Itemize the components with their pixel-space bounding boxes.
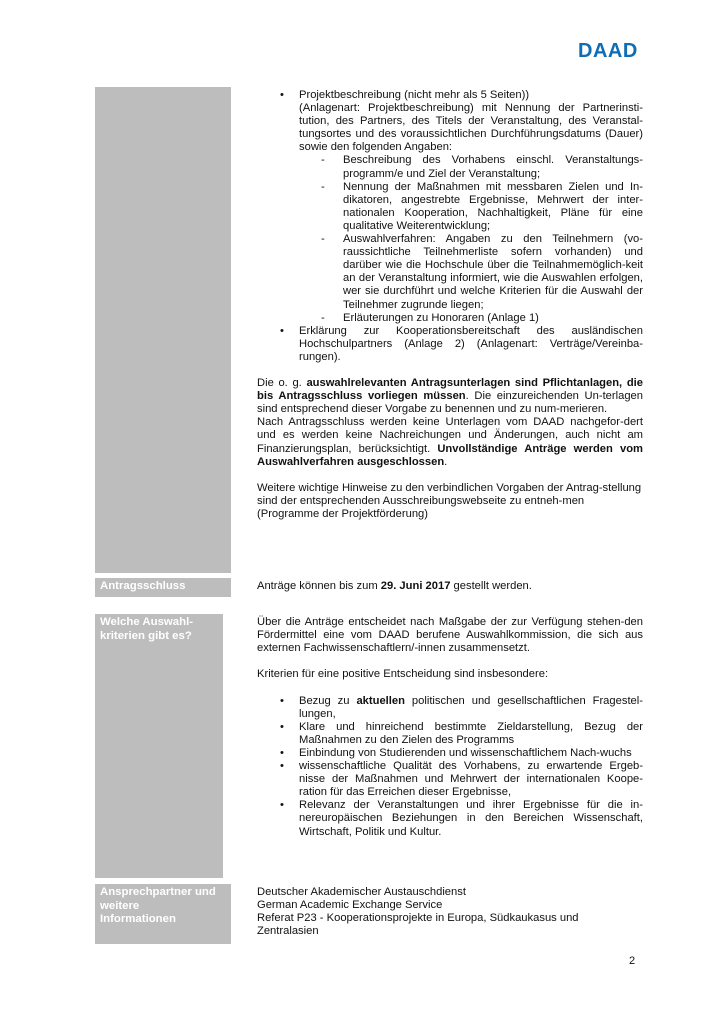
section-contact <box>257 886 643 938</box>
contact-line: German Academic Exchange Service <box>257 899 443 912</box>
list-item <box>257 312 643 325</box>
text-run: . Die einzureichenden Un-terlagen sind entsprechend dieser Vorgabe zu benennen und zu num-merieren. <box>257 390 643 416</box>
section-criteria <box>257 616 643 839</box>
bullet-icon: • <box>280 89 284 101</box>
bold-text: auswahlrelevanten Antragsunterlagen sind Pflichtanlagen, die bis Antragsschluss vorliegen müssen <box>257 377 643 403</box>
dash-icon: - <box>321 180 325 193</box>
list-item <box>257 233 643 312</box>
bold-text: Unvollständige Anträge werden vom Auswahlverfahren ausgeschlossen <box>257 442 643 468</box>
section-label: Antragsschluss <box>100 580 186 592</box>
section-label: Ansprechpartner und <box>100 886 216 898</box>
contact-line: Deutscher Akademischer Austauschdienst <box>257 886 466 898</box>
text-run: politischen und gesellschaftlichen Fragestel-lungen, <box>299 694 643 720</box>
list-item-text: Klare und hinreichend bestimmte Zieldarstellung, Bezug der Maßnahmen zu den Zielen des Programms <box>299 720 643 746</box>
list-item-text: Relevanz der Veranstaltungen und ihrer Ergebnisse für die in-nereuropäischen Beziehungen in den Bereichen Wissenschaft, Wirtschaft, Politik und Kultur. <box>299 799 643 838</box>
list-item-text: Einbindung von Studierenden und wissenschaftlichem Nach-wuchs <box>299 746 632 759</box>
sidebar-label-antragsschluss <box>95 578 231 597</box>
bold-text: aktuellen <box>356 694 405 707</box>
list-item <box>257 760 643 799</box>
list-item <box>257 747 643 760</box>
list-item-text: Erläuterungen zu Honoraren (Anlage 1) <box>343 311 539 324</box>
list-item-text: (Anlagenart: Projektbeschreibung) mit Nennung der Partnerinsti-tution, des Partners, des Titels der Veranstaltung, des Veranstal-tungsortes und des voraussichtlichen Durchführungsdatums (Dauer) sowie den folgenden Angaben: <box>299 102 643 154</box>
sidebar-block-applicant-docs <box>95 87 231 573</box>
sidebar-label-ansprechpartner <box>95 884 231 944</box>
list-item-title: Projektbeschreibung (nicht mehr als 5 Seiten)) <box>299 89 530 101</box>
section-label: Informationen <box>100 913 176 925</box>
paragraph: Kriterien für eine positive Entscheidung sind insbesondere: <box>257 668 549 681</box>
dash-icon: - <box>321 311 325 324</box>
list-item-text: Auswahlverfahren: Angaben zu den Teilnehmern (vo-raussichtliche Teilnehmerliste sofern vorhanden) und darüber wie die Hochschule über die Teilnahmemöglich-keit an der Veranstaltung informiert, wie die Auswahlen erfolgen, wer sie durchführt und welche Kriterien für die Auswahl der Teilnehmer zugrunde liegen; <box>343 233 643 311</box>
list-item <box>257 154 643 180</box>
section-application-documents <box>257 89 643 521</box>
list-item-text: Nennung der Maßnahmen mit messbaren Zielen und In-dikatoren, angestrebte Ergebnisse, Mehrwert der inter-nationalen Kooperation, Nachhaltigkeit, Pläne für eine qualitative Weiterentwicklung; <box>343 180 643 232</box>
dash-icon: - <box>321 154 325 167</box>
text-run: Nach Antragsschluss werden keine Unterlagen vom DAAD nachgefor-dert und es werden keine Nachreichungen und Änderungen, auch nicht am Finanzierungsplan, berücksichtigt. <box>257 416 643 455</box>
sidebar-label-kriterien <box>95 614 223 878</box>
dash-icon: - <box>321 233 325 246</box>
section-deadline <box>257 580 643 593</box>
list-item <box>257 721 643 747</box>
contact-line: Referat P23 - Kooperationsprojekte in Europa, Südkaukasus und Zentralasien <box>257 912 579 938</box>
list-item <box>257 325 643 364</box>
list-item-text: wissenschaftliche Qualität des Vorhabens, zu erwartende Ergeb-nisse der Maßnahmen und Mehrwert der internationalen Koope-ration für das Erreichen dieser Ergebnisse, <box>299 760 643 799</box>
list-item <box>257 89 643 154</box>
text-run: Anträge können bis zum <box>257 580 381 592</box>
page-number: 2 <box>629 955 636 967</box>
deadline-date: 29. Juni 2017 <box>380 580 451 592</box>
list-item-text: Erklärung zur Kooperationsbereitschaft des ausländischen Hochschulpartners (Anlage 2) (Anlagenart: Verträge/Vereinba-rungen). <box>299 324 643 363</box>
daad-logo: DAAD <box>578 40 638 62</box>
list-item <box>257 181 643 233</box>
text-run: Die o. g. <box>257 377 307 390</box>
bullet-icon: • <box>280 694 284 707</box>
paragraph: Weitere wichtige Hinweise zu den verbindlichen Vorgaben der Antrag-stellung sind der entsprechenden Ausschreibungswebseite zu entneh-men (Programme der Projektförderung) <box>257 481 642 520</box>
bullet-icon: • <box>280 799 284 812</box>
paragraph <box>257 416 643 468</box>
paragraph <box>257 580 643 593</box>
text-run: Bezug zu <box>299 694 357 707</box>
bullet-icon: • <box>280 720 284 733</box>
section-label: Welche Auswahl-kriterien gibt es? <box>100 616 194 642</box>
list-item-text: Beschreibung des Vorhabens einschl. Veranstaltungs-programm/e und Ziel der Veranstaltung; <box>343 154 643 180</box>
bullet-icon: • <box>280 746 284 759</box>
paragraph <box>257 377 643 416</box>
text-run: . <box>444 455 448 468</box>
bullet-icon: • <box>280 760 284 773</box>
bullet-icon: • <box>280 324 284 337</box>
list-item <box>257 695 643 721</box>
text-run: gestellt werden. <box>450 580 532 592</box>
paragraph: Über die Anträge entscheidet nach Maßgabe der zur Verfügung stehen-den Fördermittel eine vom DAAD berufene Auswahlkommission, die sich aus externen Fachwissenschaftlern/-innen zusammensetzt. <box>257 616 643 655</box>
list-item <box>257 799 643 838</box>
section-label: weitere <box>100 899 140 912</box>
